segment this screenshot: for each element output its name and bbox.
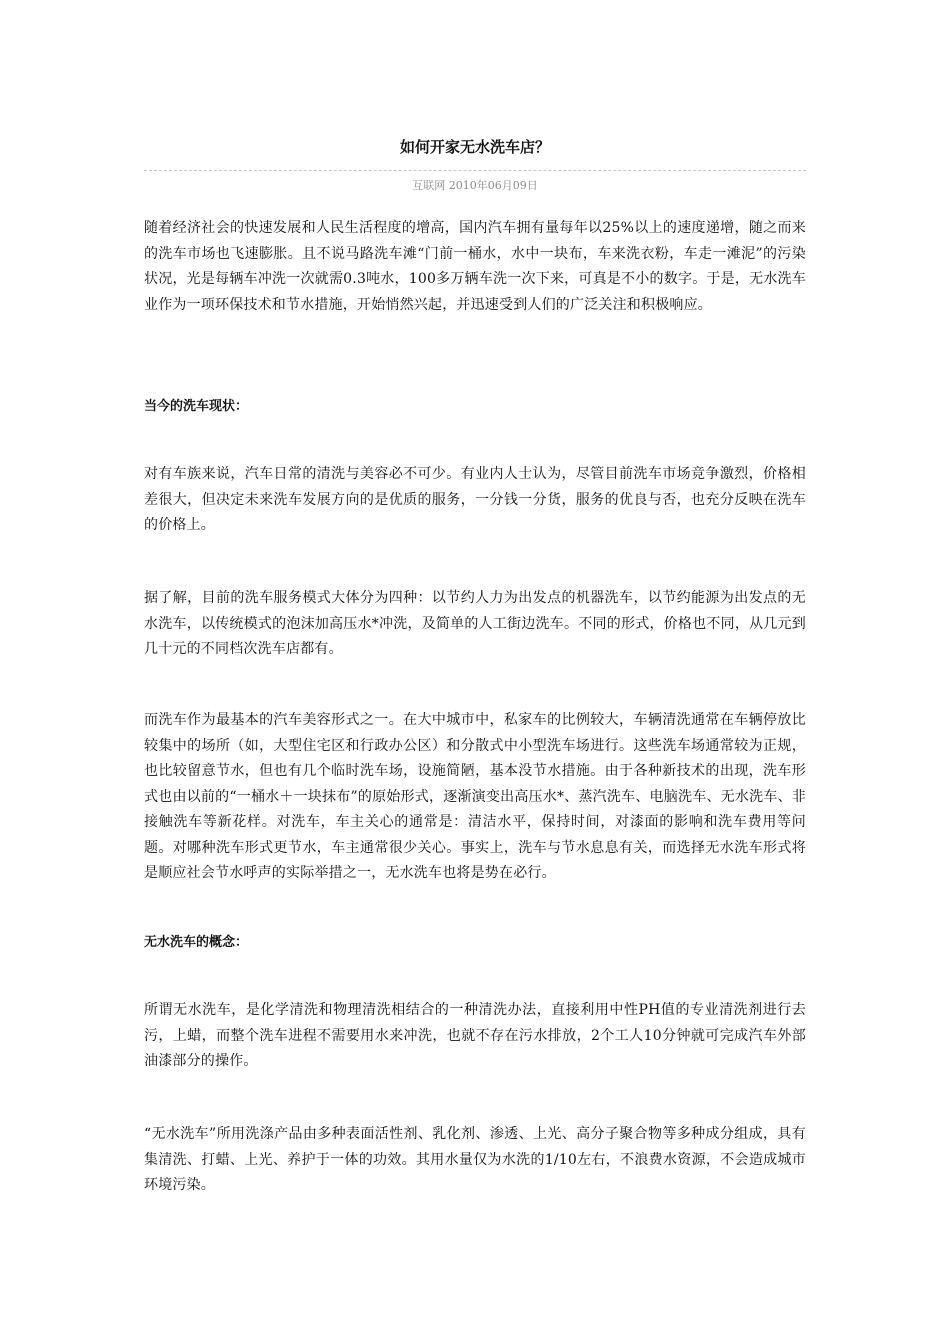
status-paragraph-2: 据了解，目前的洗车服务模式大体分为四种：以节约人力为出发点的机器洗车，以节约能源为出发点的无水洗车，以传统模式的泡沫加高压水*冲洗，及简单的人工街边洗车。不同的形式，价格也不同，从几元到几十元的不同档次洗车店都有。 [144,590,806,657]
intro-paragraph: 随着经济社会的快速发展和人民生活程度的增高，国内汽车拥有量每年以25%以上的速度递增，随之而来的洗车市场也飞速膨胀。且不说马路洗车滩“门前一桶水，水中一块布，车来洗衣粉，车走一滩泥”的污染状况，光是每辆车冲洗一次就需0.3吨水，100多万辆车洗一次下来，可真是不小的数字。于是，无水洗车业作为一项环保技术和节水措施，开始悄然兴起，并迅速受到人们的广泛关注和积极响应。 [144,220,806,313]
concept-paragraph-2: “无水洗车”所用洗涤产品由多种表面活性剂、乳化剂、渗透、上光、高分子聚合物等多种成分组成，具有集清洗、打蜡、上光、养护于一体的功效。其用水量仅为水洗的1/10左右，不浪费水资源，不会造成城市环境污染。 [144,1126,806,1193]
title-divider [144,170,806,171]
article-meta: 互联网 2010年06月09日 [412,179,538,192]
status-paragraph-1: 对有车族来说，汽车日常的清洗与美容必不可少。有业内人士认为，尽管目前洗车市场竞争激烈，价格相差很大，但决定未来洗车发展方向的是优质的服务，一分钱一分货，服务的优良与否，也充分反映在洗车的价格上。 [144,466,806,533]
concept-paragraph-1: 所谓无水洗车，是化学清洗和物理清洗相结合的一种清洗办法，直接利用中性PH值的专业清洗剂进行去污，上蜡，而整个洗车进程不需要用水来冲洗，也就不存在污水排放，2个工人10分钟就可完成汽车外部油漆部分的操作。 [144,1002,806,1069]
status-paragraph-3: 而洗车作为最基本的汽车美容形式之一。在大中城市中，私家车的比例较大，车辆清洗通常在车辆停放比较集中的场所（如，大型住宅区和行政办公区）和分散式中小型洗车场进行。这些洗车场通常较为正规，也比较留意节水，但也有几个临时洗车场，设施简陋，基本没节水措施。由于各种新技术的出现，洗车形式也由以前的“一桶水＋一块抹布”的原始形式，逐渐演变出高压水*、蒸汽洗车、电脑洗车、无水洗车、非接触洗车等新花样。对洗车，车主关心的通常是：清洁水平，保持时间，对漆面的影响和洗车费用等问题。对哪种洗车形式更节水，车主通常很少关心。事实上，洗车与节水息息有关，而选择无水洗车形式将是顺应社会节水呼声的实际举措之一，无水洗车也将是势在必行。 [144,712,806,881]
article-title: 如何开家无水洗车店？ [399,138,550,157]
section-heading-current-status: 当今的洗车现状： [144,399,249,414]
section-heading-concept: 无水洗车的概念： [144,935,249,950]
